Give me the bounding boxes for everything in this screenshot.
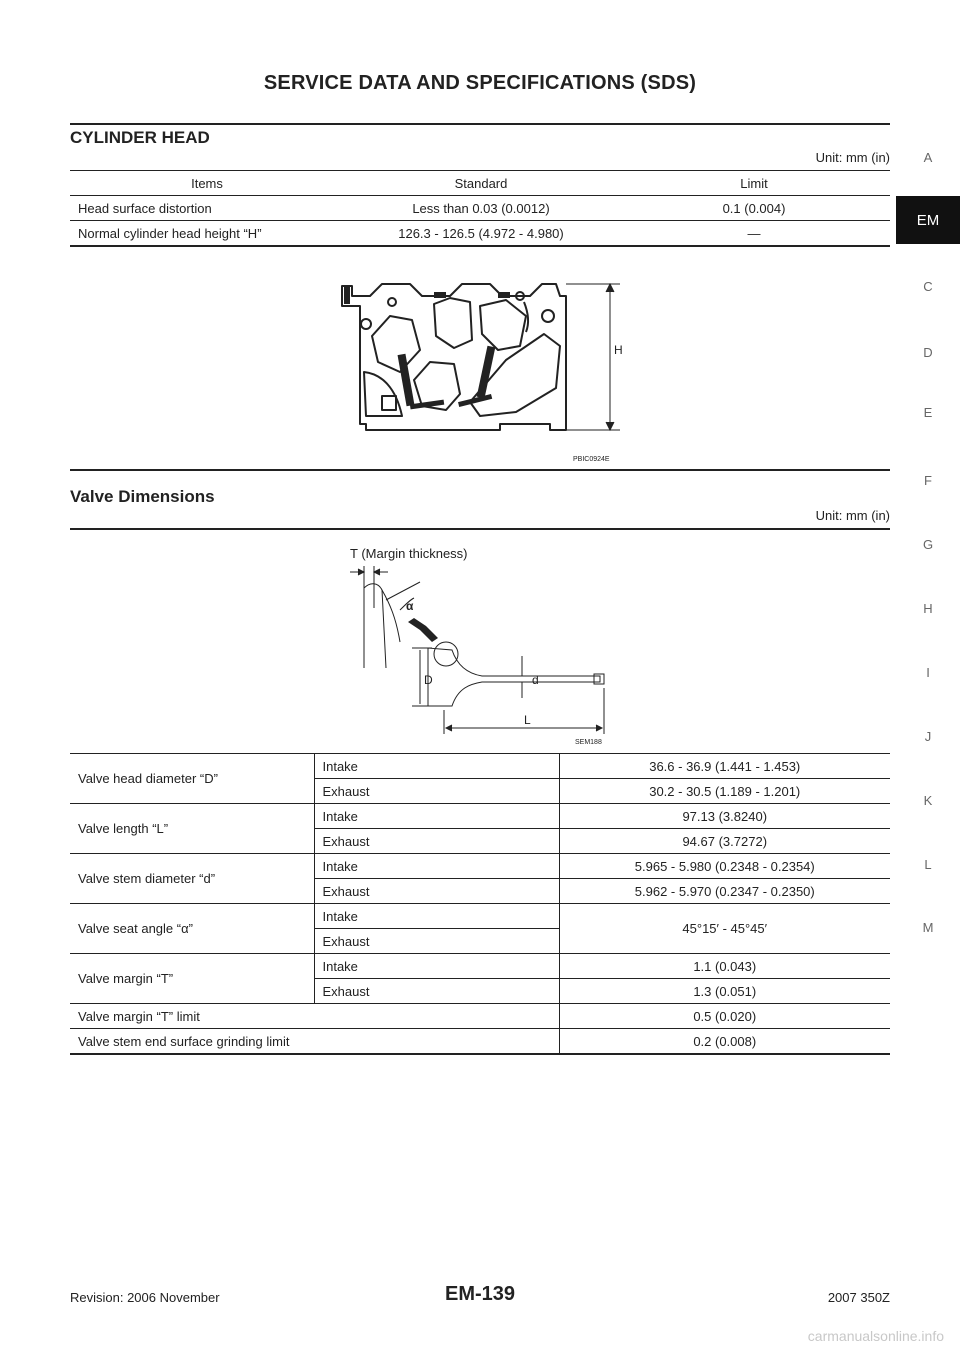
figure-label-d-big: D <box>424 673 433 687</box>
table-row <box>70 804 890 829</box>
cell-intake-value: 97.13 (3.8240) <box>559 804 890 829</box>
cell-exhaust-value: 5.962 - 5.970 (0.2347 - 0.2350) <box>559 879 890 904</box>
cylinder-head-figure <box>330 276 630 466</box>
side-index-k[interactable]: K <box>923 793 933 808</box>
cell-exhaust-label: Exhaust <box>314 979 559 1004</box>
table-row <box>70 854 890 879</box>
figure-code-sem188: SEM188 <box>575 739 602 746</box>
side-index-d[interactable]: D <box>923 345 933 360</box>
figure-label-d-small: d <box>532 673 539 687</box>
cell-item: Valve seat angle “α” <box>70 904 314 954</box>
cell-intake-label: Intake <box>314 754 559 779</box>
figure-label-alpha: α <box>406 599 414 613</box>
section-title-valve-dimensions: Valve Dimensions <box>70 487 215 506</box>
watermark: carmanualsonline.info <box>807 1328 944 1344</box>
side-index-j[interactable]: J <box>924 729 932 744</box>
header-rule <box>70 123 890 125</box>
cell-limit: — <box>618 221 890 247</box>
valve-figure <box>340 538 630 748</box>
cell-intake-label: Intake <box>314 954 559 979</box>
cell-shared-value: 45°15′ - 45°45′ <box>559 904 890 954</box>
cell-exhaust-label: Exhaust <box>314 879 559 904</box>
cell-item: Valve head diameter “D” <box>70 754 314 804</box>
cell-standard: 126.3 - 126.5 (4.972 - 4.980) <box>344 221 618 247</box>
cell-item: Valve stem diameter “d” <box>70 854 314 904</box>
footer-page-number: EM-139 <box>444 1283 516 1305</box>
cell-limit: 0.1 (0.004) <box>618 196 890 221</box>
cell-exhaust-value: 94.67 (3.7272) <box>559 829 890 854</box>
side-index-c[interactable]: C <box>923 279 933 294</box>
cell-intake-label: Intake <box>314 904 559 929</box>
cell-intake-label: Intake <box>314 854 559 879</box>
figure-code-pbic0924e: PBIC0924E <box>573 456 610 463</box>
side-index-i[interactable]: I <box>926 665 930 680</box>
section-title-cylinder-head: CYLINDER HEAD <box>70 128 210 147</box>
cell-exhaust-label: Exhaust <box>314 929 559 954</box>
cell-exhaust-label: Exhaust <box>314 829 559 854</box>
table-row <box>70 954 890 979</box>
table-row <box>70 221 890 247</box>
cell-intake-value: 1.1 (0.043) <box>559 954 890 979</box>
cell-item: Valve length “L” <box>70 804 314 854</box>
side-index-em-active[interactable]: EM <box>896 196 960 244</box>
cell-intake-label: Intake <box>314 804 559 829</box>
unit-label-cylinder-head: Unit: mm (in) <box>815 150 890 165</box>
cell-intake-value: 36.6 - 36.9 (1.441 - 1.453) <box>559 754 890 779</box>
cell-exhaust-value: 30.2 - 30.5 (1.189 - 1.201) <box>559 779 890 804</box>
table-row <box>70 196 890 221</box>
page-title: SERVICE DATA AND SPECIFICATIONS (SDS) <box>263 72 697 94</box>
side-index-e[interactable]: E <box>923 405 933 420</box>
column-header-items: Items <box>70 171 344 196</box>
cell-item: Valve stem end surface grinding limit <box>70 1029 559 1055</box>
section-divider <box>70 469 890 471</box>
cell-item: Head surface distortion <box>70 196 344 221</box>
table-header-row <box>70 171 890 196</box>
cell-value: 0.5 (0.020) <box>559 1004 890 1029</box>
figure-label-l: L <box>524 713 531 727</box>
side-index-g[interactable]: G <box>922 537 934 552</box>
cell-item: Valve margin “T” limit <box>70 1004 559 1029</box>
table-row <box>70 1004 890 1029</box>
figure-label-margin-thickness: T (Margin thickness) <box>350 546 468 561</box>
figure-label-h: H <box>614 343 623 357</box>
table-row <box>70 904 890 929</box>
side-index-l[interactable]: L <box>924 857 932 872</box>
cylinder-head-table <box>70 170 890 247</box>
table-row <box>70 754 890 779</box>
cell-exhaust-value: 1.3 (0.051) <box>559 979 890 1004</box>
unit-label-valve-dimensions: Unit: mm (in) <box>815 508 890 523</box>
cell-standard: Less than 0.03 (0.0012) <box>344 196 618 221</box>
side-index-m[interactable]: M <box>922 920 934 935</box>
side-index-f[interactable]: F <box>924 473 932 488</box>
side-index-a[interactable]: A <box>923 150 933 165</box>
column-header-standard: Standard <box>344 171 618 196</box>
cell-item: Normal cylinder head height “H” <box>70 221 344 247</box>
table-row <box>70 1029 890 1055</box>
cell-intake-value: 5.965 - 5.980 (0.2348 - 0.2354) <box>559 854 890 879</box>
valve-dimensions-table <box>70 753 890 1055</box>
cell-value: 0.2 (0.008) <box>559 1029 890 1055</box>
column-header-limit: Limit <box>618 171 890 196</box>
footer-model: 2007 350Z <box>827 1290 890 1305</box>
valve-table-top-rule <box>70 528 890 530</box>
cell-exhaust-label: Exhaust <box>314 779 559 804</box>
footer-revision: Revision: 2006 November <box>70 1290 220 1305</box>
cell-item: Valve margin “T” <box>70 954 314 1004</box>
side-index-h[interactable]: H <box>923 601 933 616</box>
